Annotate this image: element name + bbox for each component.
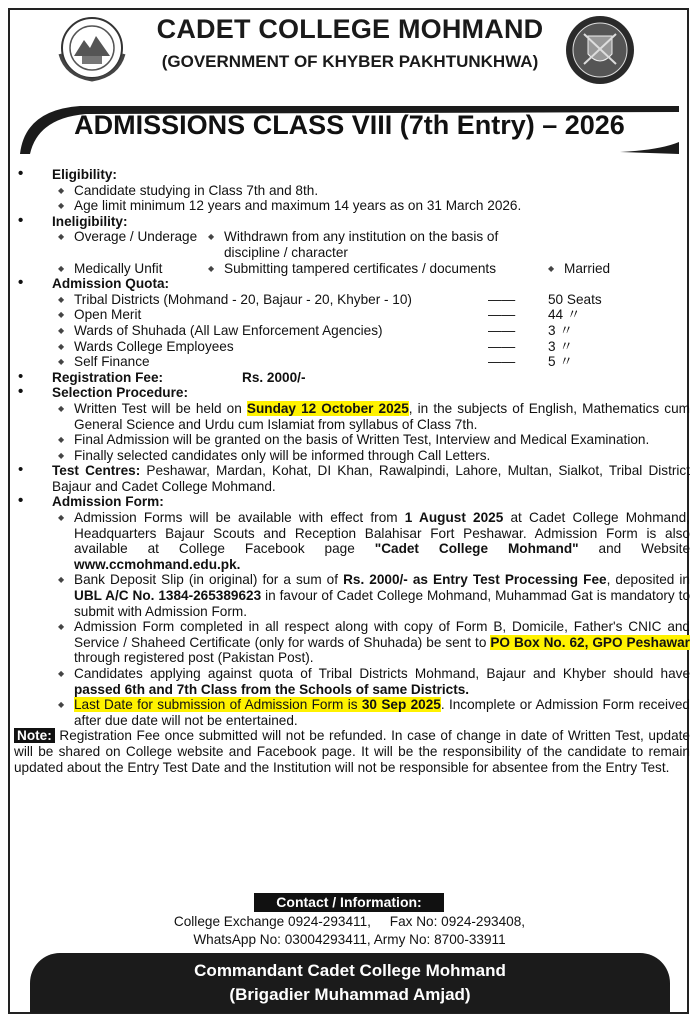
quota-label: ◆ Wards of Shuhada (All Law Enforcement Agencies) <box>58 323 488 339</box>
ineligibility-heading: • Ineligibility: <box>14 214 690 230</box>
test-centres-heading: Test Centres: <box>52 463 141 479</box>
quota-dash: —— <box>488 354 516 370</box>
registration-fee <box>14 370 690 386</box>
page-title: CADET COLLEGE MOHMAND <box>156 14 544 44</box>
quota-value: 44 〃 <box>548 307 581 323</box>
note <box>14 728 690 775</box>
list-item <box>14 697 690 728</box>
contact-heading: Contact / Information: <box>254 893 444 912</box>
list-item <box>14 401 690 432</box>
quota-heading: • Admission Quota: <box>14 276 690 292</box>
registration-value: Rs. 2000/- <box>242 369 306 385</box>
text-span: Bank Deposit Slip (in original) for a sum of <box>74 572 344 588</box>
text-span: in favour of Cadet College Mohmand, Muhammad Gat is mandatory to submit with Admission Form. <box>74 588 691 619</box>
list-item: ◆ Overage / Underage <box>58 229 208 260</box>
list-item <box>14 572 690 619</box>
test-date-highlight: Sunday 12 October 2025 <box>246 400 409 416</box>
contact-line-1: College Exchange 0924-293411, Fax No: 0924-293408, <box>173 914 526 929</box>
text-span: passed 6th and 7th Class from the Schools of same Districts. <box>74 681 470 697</box>
commandant-name: (Brigadier Muhammad Amjad) <box>229 985 471 1004</box>
eligibility-heading: • Eligibility: <box>14 167 690 183</box>
contact-line-2: WhatsApp No: 03004293411, Army No: 8700-33911 <box>193 932 506 947</box>
list-item: ◆ Final Admission will be granted on the basis of Written Test, Interview and Medical Examination. <box>14 432 690 448</box>
page-subtitle: (GOVERNMENT OF KHYBER PAKHTUNKHWA) <box>161 52 539 71</box>
text-span: 1 August 2025 <box>404 510 504 526</box>
text-span: Written Test will be held on <box>74 400 247 416</box>
notice-body <box>14 167 690 775</box>
selection-heading: • Selection Procedure: <box>14 385 690 401</box>
text-span: through registered post (Pakistan Post). <box>74 650 314 666</box>
cadet-college-crest-icon <box>560 14 640 86</box>
quota-label: ◆ Self Finance <box>58 354 488 370</box>
quota-value: 50 Seats <box>548 291 602 307</box>
commandant-title: Commandant Cadet College Mohmand <box>194 961 506 980</box>
website-link[interactable]: www.ccmohmand.edu.pk. <box>74 556 241 572</box>
list-item: ◆ Married <box>548 261 678 277</box>
note-label: Note: <box>14 728 55 743</box>
text-span: Admission Forms will be available with effect from <box>74 510 405 526</box>
registration-heading: Registration Fee: <box>52 369 164 385</box>
quota-table <box>14 292 690 370</box>
quota-dash: —— <box>488 322 516 338</box>
quota-value: 5 〃 <box>548 354 573 370</box>
quota-label: ◆ Open Merit <box>58 307 488 323</box>
test-centres-text: Peshawar, Mardan, Kohat, DI Khan, Rawalpindi, Lahore, Multan, Sialkot, Tribal District Bajaur and Cadet College Mohmand. <box>52 463 690 494</box>
quota-value: 3 〃 <box>548 338 573 354</box>
text-span: , deposited in <box>606 572 690 588</box>
text-span: Rs. 2000/- as Entry Test Processing Fee <box>343 572 607 588</box>
facebook-page-name: "Cadet College Mohmand" <box>374 541 579 557</box>
admissions-banner <box>20 104 679 154</box>
po-box-highlight: PO Box No. 62, GPO Peshawar <box>490 634 690 650</box>
text-span: Admission Form completed in all respect along with copy of Form B, Domicile, Father's CNIC and Service / Shaheed Certificate (only for wards of Shuhada) be sent to <box>74 619 690 650</box>
note-text: Registration Fee once submitted will not be refunded. In case of change in date of Written Test, update will be shared on College website and Facebook page. It will be the responsibility of the candidate to remain updated about the Entry Test Date and the Institution will not be responsible for absentee from the Entry Test. <box>14 728 690 775</box>
list-item: ◆ Medically Unfit <box>58 261 208 277</box>
list-item: ◆ Candidate studying in Class 7th and 8th. <box>14 183 690 199</box>
text-span: , in the subjects of English, Mathematics cum General Science and Urdu cum Islamiat from syllabus of Class 7th. <box>74 400 690 432</box>
list-item: ◆ Age limit minimum 12 years and maximum 14 years as on 31 March 2026. <box>14 198 690 214</box>
quota-dash: —— <box>488 291 516 307</box>
list-item <box>14 510 690 572</box>
text-span: . Incomplete or Admission Form received after due date will not be entertained. <box>74 697 690 728</box>
kp-government-emblem-icon <box>52 14 132 84</box>
list-item: ◆ Finally selected candidates only will be informed through Call Letters. <box>14 448 690 464</box>
text-span: at Cadet College Mohmand, Headquarters Bajaur Scouts and Reception Balahisar Fort Peshawar. Admission Form is also available at College Facebook page <box>74 510 690 557</box>
bank-account: UBL A/C No. 1384-265389623 <box>74 588 262 604</box>
quota-label: ◆ Tribal Districts (Mohmand - 20, Bajaur - 20, Khyber - 10) <box>58 292 488 308</box>
banner-title: ADMISSIONS CLASS VIII (7th Entry) – 2026 <box>74 110 625 140</box>
quota-dash: —— <box>488 307 516 323</box>
footer-signature <box>30 953 670 1013</box>
list-item <box>14 619 690 666</box>
list-item: ◆ Submitting tampered certificates / documents <box>208 261 548 277</box>
ineligibility-list <box>14 229 690 276</box>
admission-form-heading: • Admission Form: <box>14 494 690 510</box>
quota-dash: —— <box>488 338 516 354</box>
list-item <box>14 666 690 697</box>
quota-label: ◆ Wards College Employees <box>58 339 488 355</box>
text-span: and Website <box>578 541 691 557</box>
list-item: ◆ Withdrawn from any institution on the basis of discipline / character <box>208 229 548 260</box>
text-span: Candidates applying against quota of Tribal Districts Mohmand, Bajaur and Khyber should have <box>74 666 690 681</box>
quota-value: 3 〃 <box>548 322 573 338</box>
test-centres <box>14 463 690 494</box>
last-date-value: 30 Sep 2025 <box>361 697 441 713</box>
last-date-highlight: Last Date for submission of Admission Form is <box>74 697 362 713</box>
